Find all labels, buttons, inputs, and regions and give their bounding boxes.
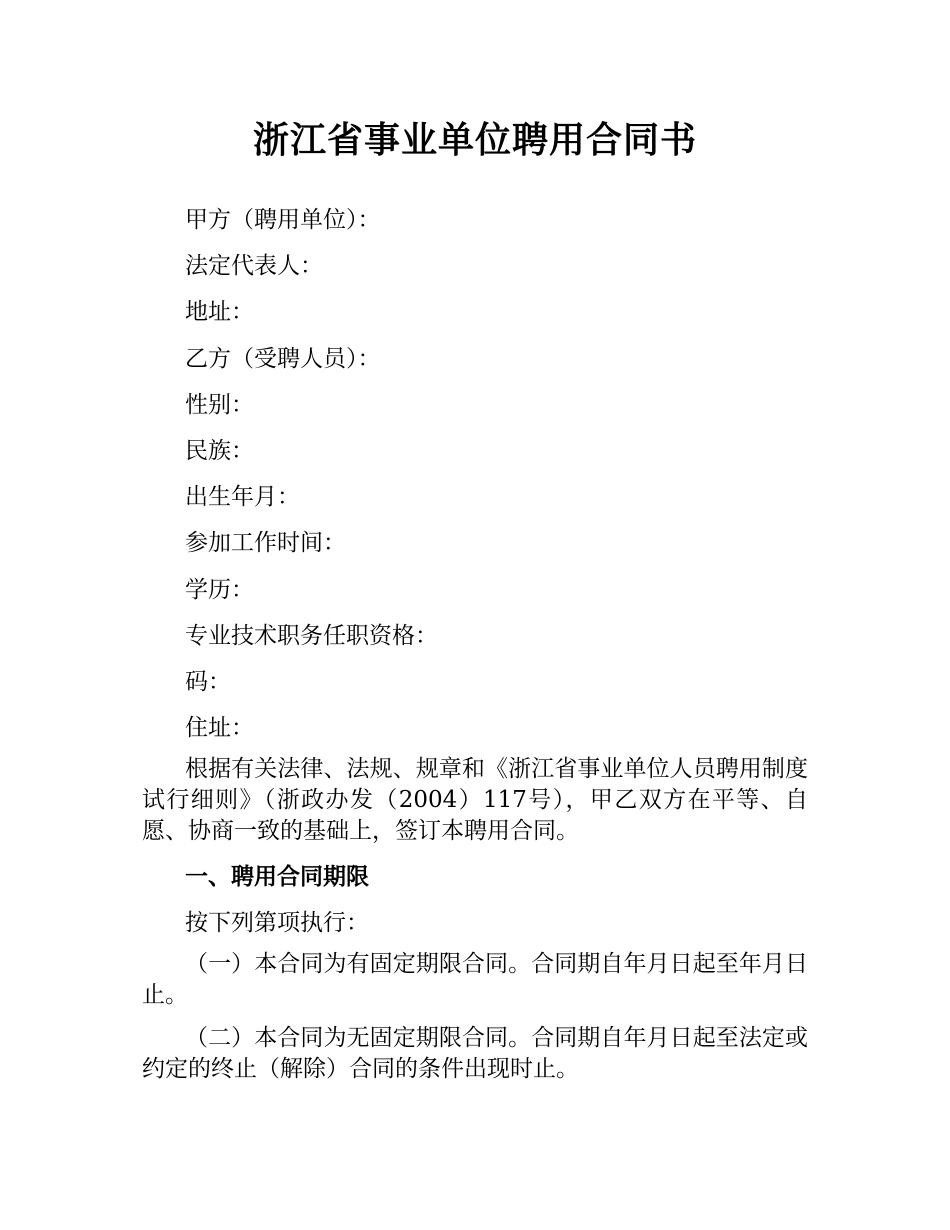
- field-work-start-date: 参加工作时间：: [185, 530, 346, 557]
- field-legal-representative: 法定代表人：: [185, 253, 323, 280]
- document-body: [142, 202, 808, 1097]
- field-party-b: 乙方（受聘人员）：: [185, 345, 381, 372]
- preamble-paragraph: 根据有关法律、法规、规章和《浙江省事业单位人员聘用制度试行细则》（浙政办发（2004）117号），甲乙双方在平等、自愿、协商一致的基础上，签订本聘用合同。: [142, 756, 808, 845]
- field-party-a: 甲方（聘用单位）：: [185, 207, 381, 233]
- field-birth-date: 出生年月：: [185, 484, 300, 511]
- section-intro: 按下列第项执行：: [185, 910, 369, 937]
- field-address-a: 地址：: [185, 299, 254, 326]
- field-education: 学历：: [185, 576, 254, 603]
- field-gender: 性别：: [185, 391, 254, 418]
- field-ethnicity: 民族：: [185, 437, 254, 464]
- clause-fixed-term: （一）本合同为有固定期限合同。合同期自年月日起至年月日止。: [142, 951, 808, 1009]
- clause-open-ended: （二）本合同为无固定期限合同。合同期自年月日起至法定或约定的终止（解除）合同的条件出现时止。: [142, 1025, 808, 1083]
- section-heading-contract-term: 一、聘用合同期限: [185, 864, 369, 891]
- field-professional-qualification: 专业技术职务任职资格：: [185, 622, 438, 649]
- field-residence: 住址：: [185, 715, 254, 742]
- document-title: 浙江省事业单位聘用合同书: [252, 120, 697, 161]
- field-code: 码：: [185, 668, 231, 695]
